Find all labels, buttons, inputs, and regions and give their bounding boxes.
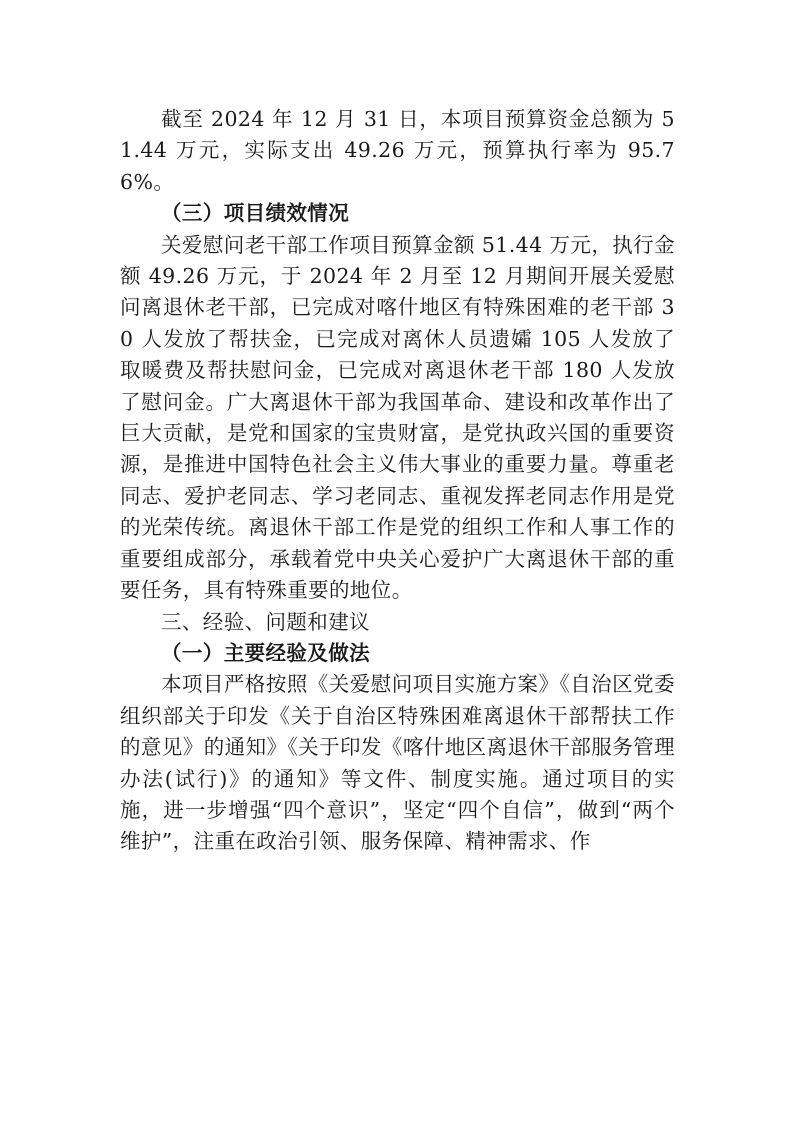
document-body bbox=[120, 104, 675, 858]
paragraph-performance-details: 关爱慰问老干部工作项目预算金额 51.44 万元，执行金额 49.26 万元，于 2024 年 2 月至 12 月期间开展关爱慰问离退休老干部，已完成对喀什地区有特殊困难的老干部 30 人发放了帮扶金，已完成对离休人员遗孀 105 人发放了取暖费及帮扶慰问金，已完成对离退休老干部 180 人发放了慰问金。广大离退休干部为我国革命、建设和改革作出了巨大贡献，是党和国家的宝贵财富，是党执政兴国的重要资源，是推进中国特色社会主义伟大事业的重要力量。尊重老同志、爱护老同志、学习老同志、重视发挥老同志作用是党的光荣传统。离退休干部工作是党的组织工作和人事工作的重要组成部分，承载着党中央关心爱护广大离退休干部的重要任务，具有特殊重要的地位。 bbox=[120, 232, 675, 603]
paragraph-budget-summary: 截至 2024 年 12 月 31 日，本项目预算资金总额为 51.44 万元，实际支出 49.26 万元，预算执行率为 95.76%。 bbox=[120, 107, 675, 194]
paragraph-experience-details: 本项目严格按照《关爱慰问项目实施方案》《自治区党委组织部关于印发《关于自治区特殊困难离退休干部帮扶工作的意见》的通知》《关于印发《喀什地区离退休干部服务管理办法(试行)》的通知》等文件、制度实施。通过项目的实施，进一步增强“四个意识”，坚定“四个自信”，做到“两个维护”，注重在政治引领、服务保障、精神需求、作 bbox=[120, 672, 675, 854]
heading-section-three: 三、经验、问题和建议 bbox=[161, 609, 370, 634]
heading-main-experience: （一）主要经验及做法 bbox=[161, 640, 370, 665]
heading-project-performance: （三）项目绩效情况 bbox=[161, 201, 350, 226]
